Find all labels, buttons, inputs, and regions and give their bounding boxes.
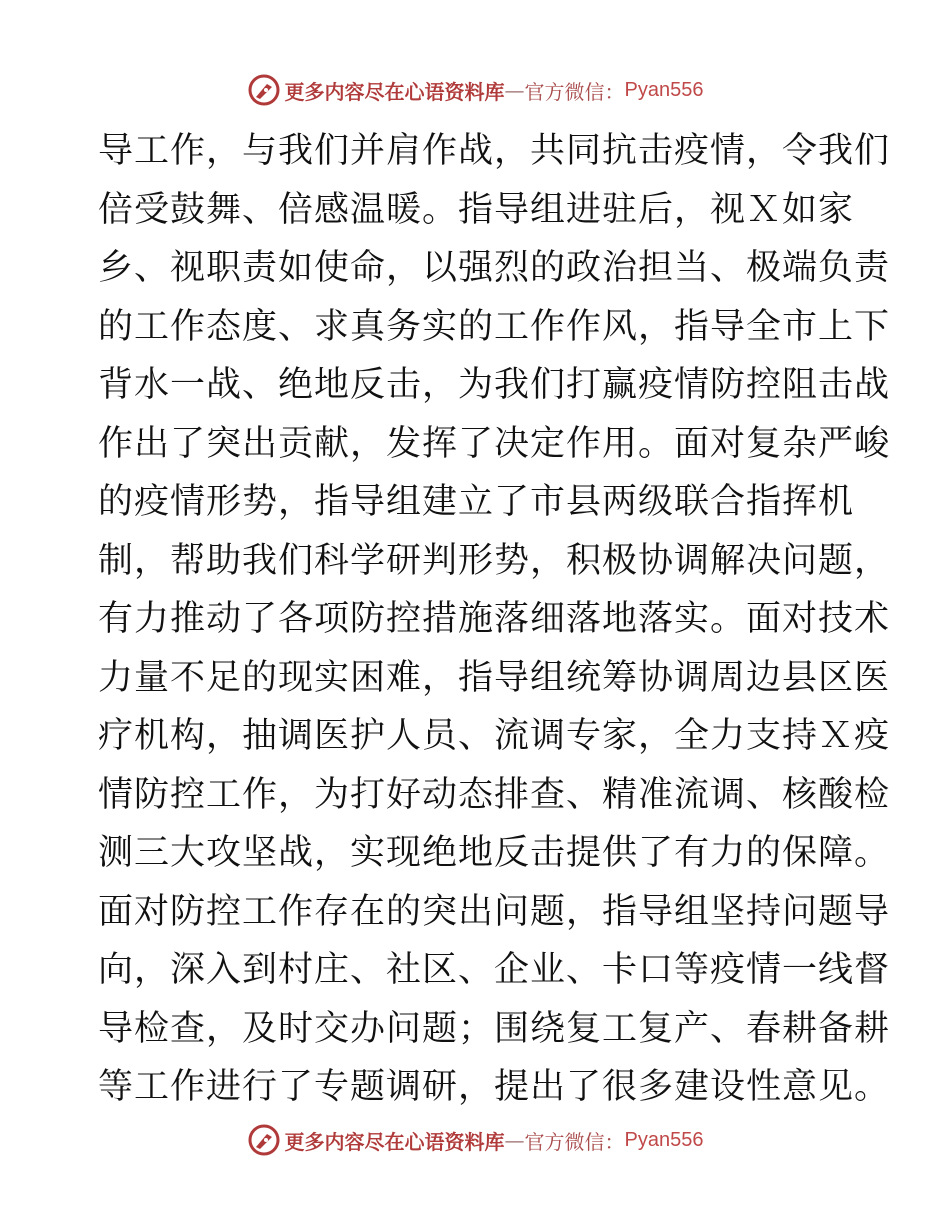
header-banner xyxy=(0,70,950,110)
body-line: 导检查，及时交办问题；围绕复工复产、春耕备耕 xyxy=(98,1008,891,1049)
pen-nib-logo-icon xyxy=(247,1123,281,1157)
body-line: 等工作进行了专题调研，提出了很多建设性意见。 xyxy=(98,1067,891,1107)
footer-banner xyxy=(0,1120,950,1160)
body-line: 的疫情形势，指导组建立了市县两级联合指挥机 xyxy=(98,482,855,522)
pen-nib-logo-icon xyxy=(247,73,281,107)
body-line: 向，深入到村庄、社区、企业、卡口等疫情一线督 xyxy=(98,950,891,990)
header-wechat-id: Pyan556 xyxy=(624,78,704,101)
body-line: 背水一战、绝地反击，为我们打赢疫情防控阻击战 xyxy=(98,365,891,405)
body-line: 导工作，与我们并肩作战，共同抗击疫情，令我们 xyxy=(98,131,891,171)
body-line: 的工作态度、求真务实的工作作风，指导全市上下 xyxy=(98,306,891,347)
footer-separator: — xyxy=(504,1128,525,1152)
document-body xyxy=(98,122,891,1117)
body-line: 疗机构，抽调医护人员、流调专家，全力支持Ｘ疫 xyxy=(98,716,891,756)
header-separator: — xyxy=(504,78,525,102)
body-line: 测三大攻坚战，实现绝地反击提供了有力的保障。 xyxy=(98,833,891,873)
header-brand-text: 更多内容尽在心语资料库 xyxy=(284,79,505,104)
header-wechat-label: 官方微信： xyxy=(524,79,625,104)
body-line: 情防控工作，为打好动态排查、精准流调、核酸检 xyxy=(98,774,891,815)
footer-brand-text: 更多内容尽在心语资料库 xyxy=(284,1129,505,1154)
body-line: 制，帮助我们科学研判形势，积极协调解决问题， xyxy=(98,540,891,581)
footer-wechat-id: Pyan556 xyxy=(624,1128,704,1151)
body-line: 力量不足的现实困难，指导组统筹协调周边县区医 xyxy=(98,657,891,698)
body-line: 倍受鼓舞、倍感温暖。指导组进驻后，视Ｘ如家 xyxy=(98,189,855,230)
body-line: 有力推动了各项防控措施落细落地落实。面对技术 xyxy=(98,599,891,639)
footer-wechat-label: 官方微信： xyxy=(524,1129,625,1154)
body-line: 作出了突出贡献，发挥了决定作用。面对复杂严峻 xyxy=(98,423,891,464)
body-line: 面对防控工作存在的突出问题，指导组坚持问题导 xyxy=(98,891,891,932)
body-line: 乡、视职责如使命，以强烈的政治担当、极端负责 xyxy=(98,248,891,288)
